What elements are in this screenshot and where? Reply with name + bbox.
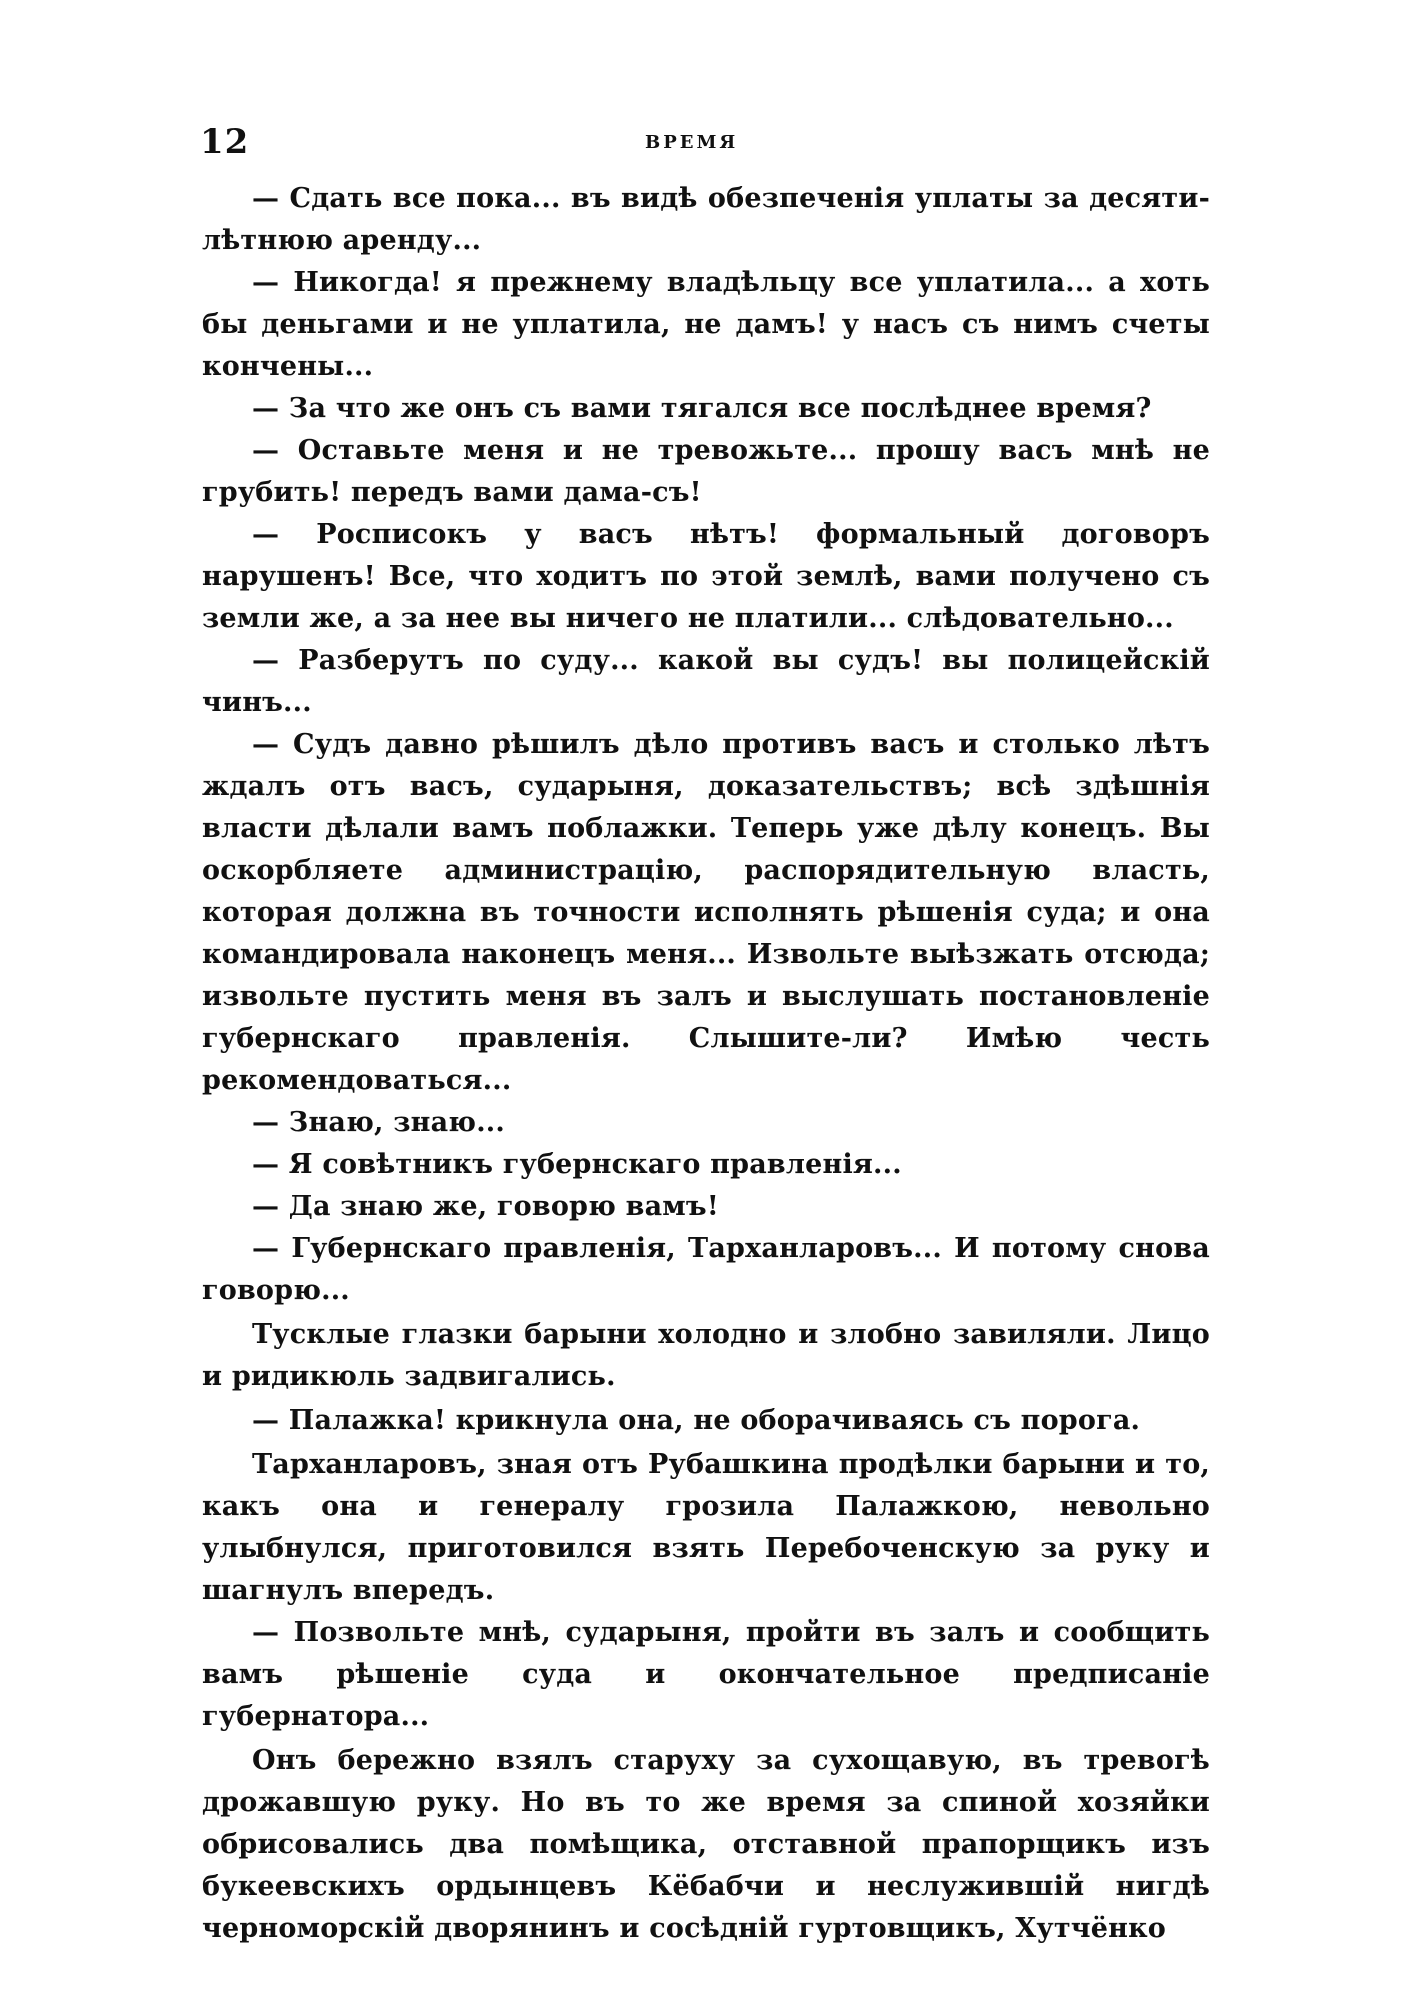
- paragraph: — Я совѣтникъ губернскаго правленія...: [252, 1149, 902, 1180]
- paragraph: — Знаю, знаю...: [252, 1107, 505, 1138]
- page-number: 12: [200, 122, 250, 162]
- paragraph: — Губернскаго правленія, Тарханларовъ... И потому снова говорю...: [202, 1233, 1210, 1306]
- paragraph: — Росписокъ у васъ нѣтъ! формальный договоръ нарушенъ! Все, что ходитъ по этой землѣ, вами получено съ земли же, а за нее вы ничего не платили... слѣдовательно...: [202, 519, 1210, 634]
- body-text: [202, 178, 1210, 1950]
- paragraph: — За что же онъ съ вами тягался все послѣднее время?: [252, 393, 1152, 424]
- paragraph: — Разберутъ по суду... какой вы судъ! вы полицейскій чинъ...: [202, 645, 1210, 718]
- running-head: [200, 122, 1210, 162]
- paragraph: Тусклые глазки барыни холодно и злобно завиляли. Лицо и ридикюль задвигались.: [202, 1319, 1210, 1392]
- paragraph: — Сдать все пока... въ видѣ обезпеченія уплаты за десяти-лѣтнюю аренду...: [202, 183, 1210, 256]
- journal-title: ВРЕМЯ: [645, 132, 739, 153]
- paragraph: — Никогда! я прежнему владѣльцу все уплатила... а хоть бы деньгами и не уплатила, не дамъ! у насъ съ нимъ счеты кончены...: [202, 267, 1210, 382]
- paragraph: — Позвольте мнѣ, сударыня, пройти въ залъ и сообщить вамъ рѣшеніе суда и окончательное предписаніе губернатора...: [202, 1617, 1210, 1732]
- paragraph: Онъ бережно взялъ старуху за сухощавую, въ тревогѣ дрожавшую руку. Но въ то же время за спиной хозяйки обрисовались два помѣщика, отставной прапорщикъ изъ букеевскихъ ордынцевъ Кёбабчи и неслужившій нигдѣ черноморскій дворянинъ и сосѣдній гуртовщикъ, Хутчёнко: [202, 1745, 1210, 1944]
- paragraph: — Оставьте меня и не тревожьте... прошу васъ мнѣ не грубить! передъ вами дама-съ!: [202, 435, 1210, 508]
- paragraph: — Да знаю же, говорю вамъ!: [252, 1191, 719, 1222]
- paragraph: Тарханларовъ, зная отъ Рубашкина продѣлки барыни и то, какъ она и генералу грозила Палажкою, невольно улыбнулся, приготовился взять Перебоченскую за руку и шагнулъ впередъ.: [202, 1449, 1210, 1606]
- paragraph: — Палажка! крикнула она, не оборачиваясь съ порога.: [252, 1405, 1141, 1436]
- paragraph: — Судъ давно рѣшилъ дѣло противъ васъ и столько лѣтъ ждалъ отъ васъ, сударыня, доказательствъ; всѣ здѣшнія власти дѣлали вамъ поблажки. Теперь уже дѣлу конецъ. Вы оскорбляете администрацію, распорядительную власть, которая должна въ точности исполнять рѣшенія суда; и она командировала наконецъ меня... Извольте выѣзжать отсюда; извольте пустить меня въ залъ и выслушать постановленіе губернскаго правленія. Слышите-ли? Имѣю честь рекомендоваться...: [202, 729, 1210, 1096]
